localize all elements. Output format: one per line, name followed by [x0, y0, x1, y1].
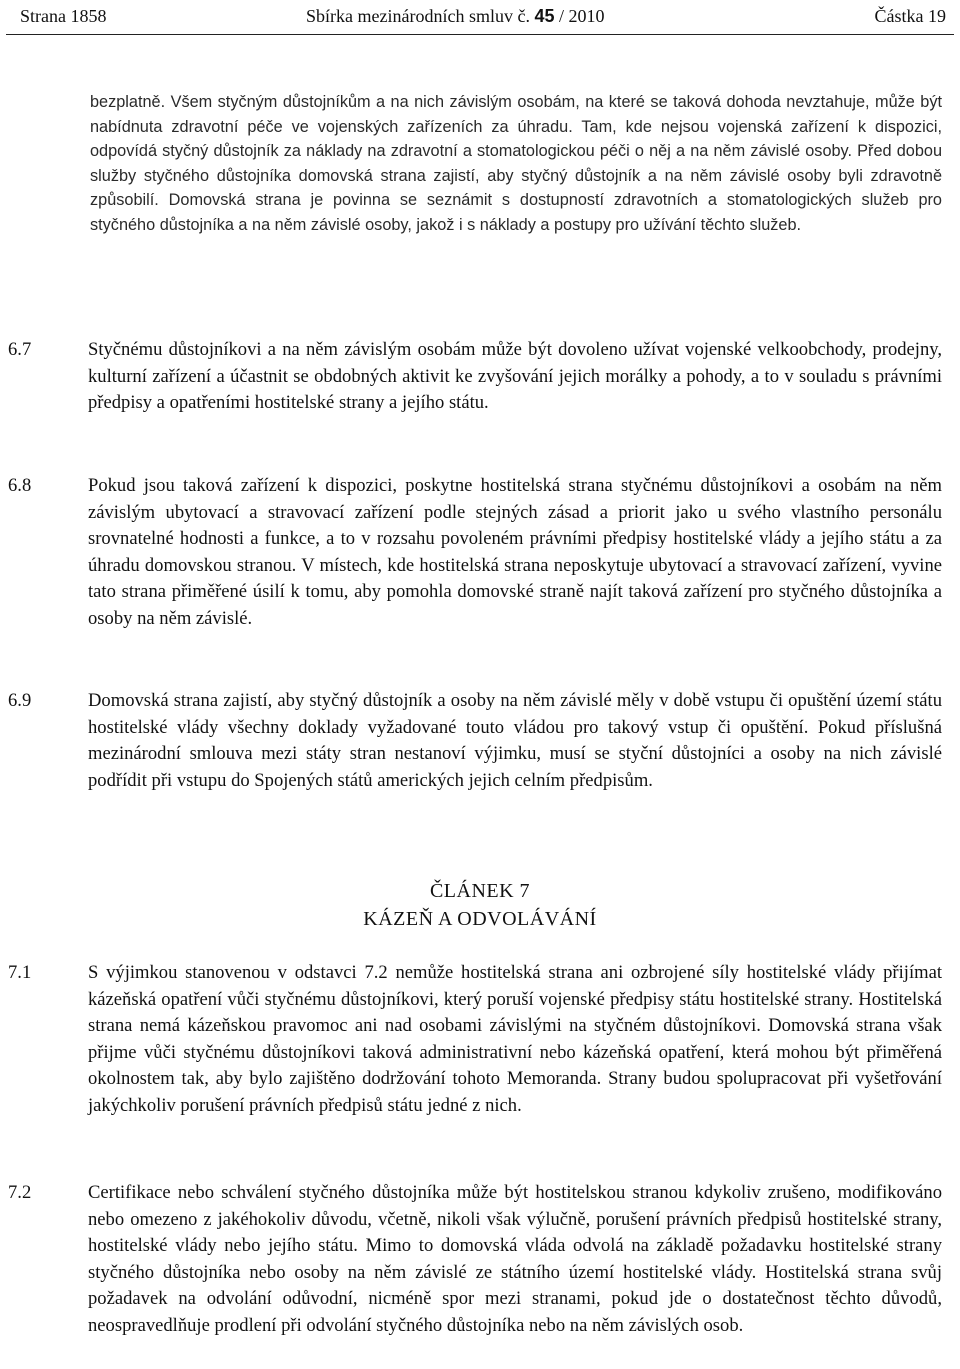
- article-title: KÁZEŇ A ODVOLÁVÁNÍ: [363, 908, 597, 930]
- section-number: 6.8: [8, 475, 32, 496]
- section-number: 7.2: [8, 1182, 32, 1203]
- continuation-paragraph: bezplatně. Všem styčným důstojníkům a na nich závislým osobám, na které se taková dohoda nevztahuje, může být nabídnuta zdravotní péče ve vojenských zařízeních za úhradu. Tam, kde nejsou vojenská zařízení k dispozici, odpovídá styčný důstojník za náklady na zdravotní a stomatologickou péči o něj a na něm závislé osoby. Před dobou služby styčného důstojníka domovská strana zajistí, aby styčný důstojník a na něm závislé osoby byli zdravotně způsobilí. Domovská strana je povinna se seznámit s dostupností zdravotních a stomatologických služeb pro styčného důstojníka a na něm závislé osoby, jakož i s náklady a postupy pro užívání těchto služeb.: [90, 93, 942, 234]
- collection-year: / 2010: [558, 6, 605, 26]
- collection-number: 45: [534, 6, 555, 26]
- section-number: 6.9: [8, 690, 32, 711]
- section-text: Domovská strana zajistí, aby styčný důstojník a osoby na něm závislé měly v době vstupu či opuštění území státu hostitelské vlády všechny doklady vyžadované touto vládou pro takový vstup či opuštění. Pokud příslušná mezinárodní smlouva mezi státy stran nestanoví výjimku, musí se styční důstojníci a osoby na nich závislé podřídit při vstupu do Spojených států amerických jejich celním předpisům.: [88, 690, 942, 791]
- section-number: 7.1: [8, 962, 32, 983]
- page-header: [6, 0, 954, 32]
- section-number: 6.7: [8, 339, 32, 360]
- part-number: Částka 19: [874, 6, 946, 26]
- collection-prefix: Sbírka mezinárodních smluv č.: [306, 6, 530, 26]
- section-text: Pokud jsou taková zařízení k dispozici, poskytne hostitelská strana styčnému důstojníkovi a osobám na něm závislým ubytovací a stravovací zařízení podle stejných zásad a priorit jako u svého vlastního personálu srovnatelné hodnosti a funkce, a to v rozsahu povoleném právními předpisy hostitelské vlády a jejího státu a za úhradu domovskou stranou. V místech, kde hostitelská strana neposkytuje ubytovací a stravovací zařízení, vyvine tato strana přiměřené úsilí k tomu, aby pomohla domovské straně najít taková zařízení pro styčného důstojníka a osoby na něm závislé.: [88, 475, 942, 629]
- section-text: Certifikace nebo schválení styčného důstojníka může být hostitelskou stranou kdykoliv zrušeno, modifikováno nebo omezeno z jakéhokoliv důvodu, včetně, nikoli však výlučně, porušení právních předpisů hostitelské strany, hostitelské vlády nebo jejího státu. Mimo to domovská vláda odvolá na základě požadavku hostitelské strany styčného důstojníka nebo osoby na něm závislé ze státního území hostitelské vlády. Hostitelská strana svůj požadavek na odvolání odůvodní, nicméně spor mezi stranami, pokud jde o dostatečnost těchto důvodů, neospravedlňuje prodlení při odvolání styčného důstojníka nebo na něm závislých osob.: [88, 1182, 942, 1336]
- section-text: Styčnému důstojníkovi a na něm závislým osobám může být dovoleno užívat vojenské velkoobchody, prodejny, kulturní zařízení a účastnit se obdobných aktivit ke zvyšování jejich morálky a pohody, a to v souladu s právními předpisy a opatřeními hostitelské strany a jejího státu.: [88, 339, 942, 413]
- article-heading: ČLÁNEK 7: [429, 880, 531, 902]
- section-text: S výjimkou stanovenou v odstavci 7.2 nemůže hostitelská strana ani ozbrojené síly hostitelské vlády přijímat kázeňská opatření vůči styčnému důstojníkovi, který poruší vojenské předpisy státu hostitelské strany. Hostitelská strana nemá kázeňskou pravomoc ani nad osobami závislými na styčném důstojníkovi. Domovská strana však přijme vůči styčnému důstojníkovi taková administrativní nebo kázeňská opatření, která mohou být přiměřená okolnostem tak, aby bylo zajištěno dodržování tohoto Memoranda. Strany budou spolupracovat při vyšetřování jakýchkoliv porušení právních předpisů státu jedné z nich.: [88, 962, 942, 1116]
- header-divider: [6, 34, 954, 35]
- page-number: Strana 1858: [20, 6, 107, 26]
- collection-title: [306, 0, 605, 32]
